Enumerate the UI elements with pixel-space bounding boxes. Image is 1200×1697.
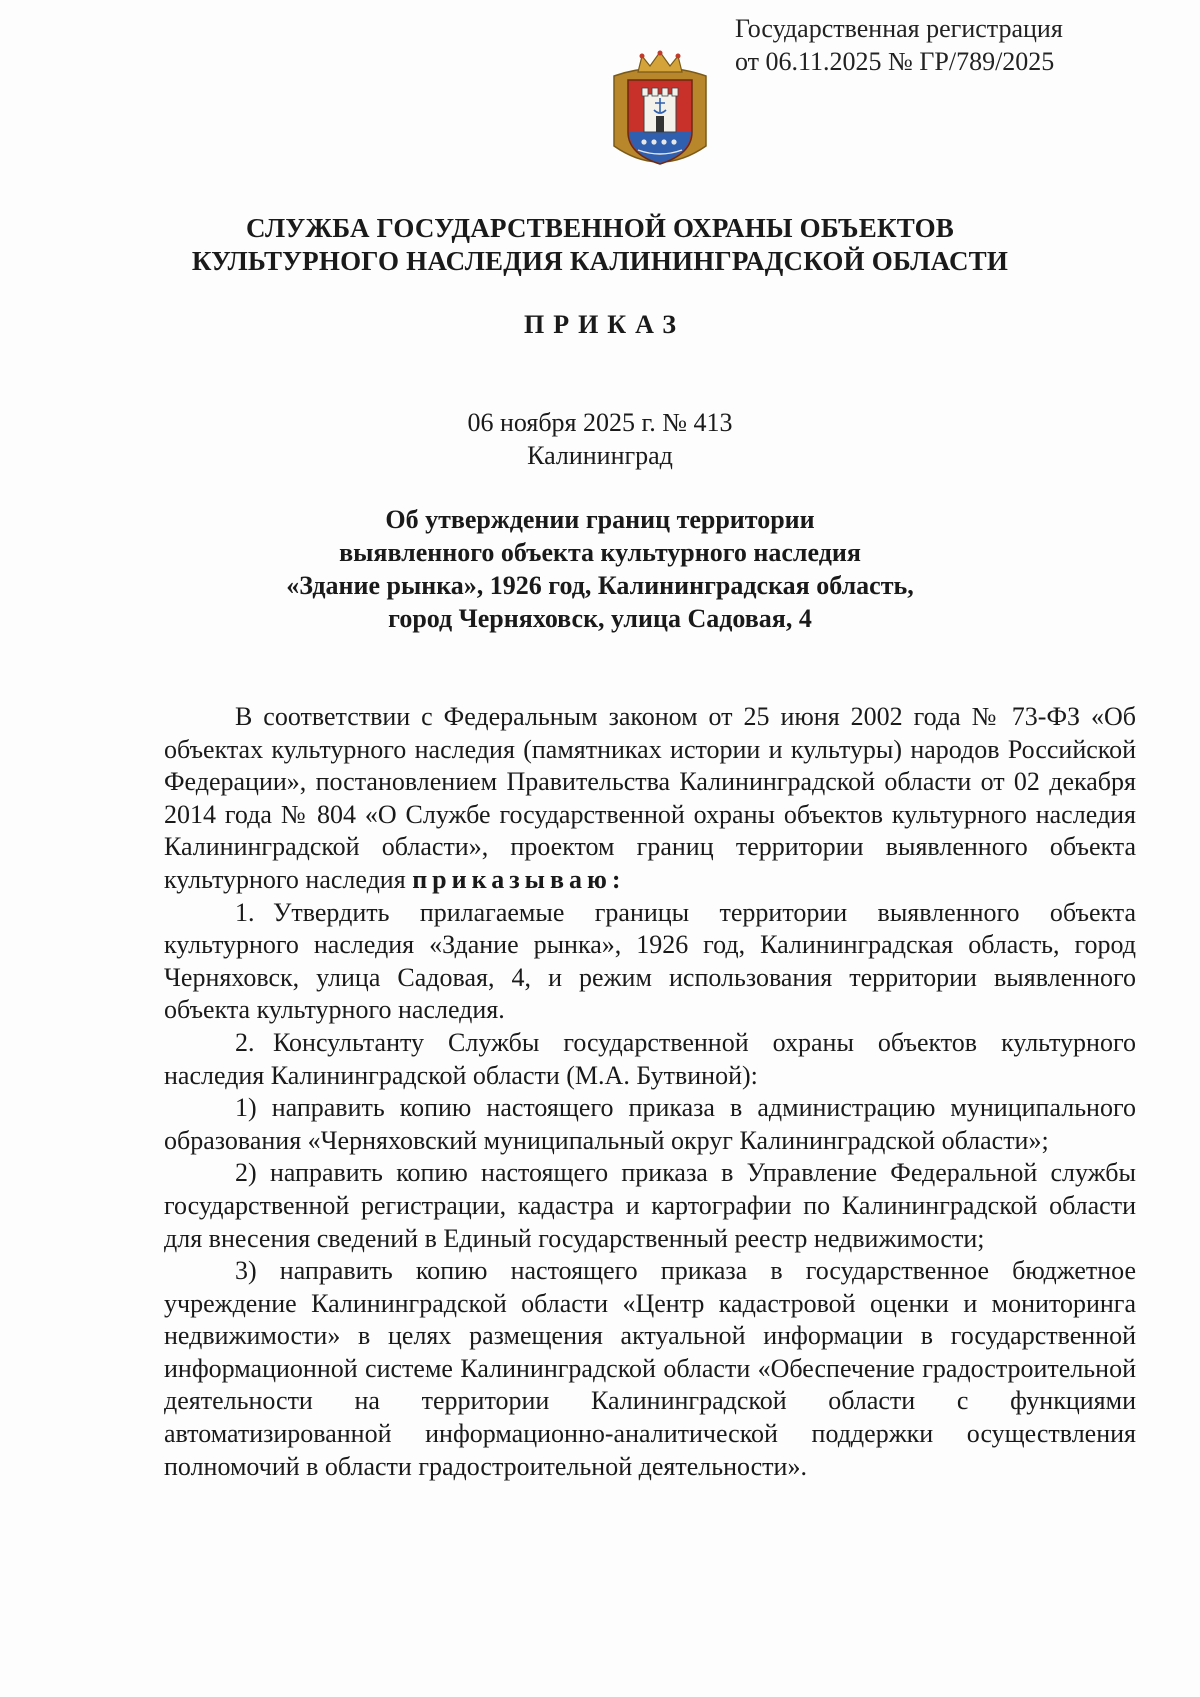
organization-name [0,212,1200,278]
preamble-paragraph [164,701,1136,897]
item-1 [164,897,1136,1027]
coat-of-arms-icon [608,50,712,174]
registration-line-2: от 06.11.2025 № ГР/789/2025 [735,47,1055,76]
item-2 [164,1027,1136,1092]
subject-line-2: выявленного объекта культурного наследия [339,538,861,567]
document-body [164,701,1136,1483]
date-number: 06 ноября 2025 г. № 413 [467,408,733,437]
subject-line-3: «Здание рынка», 1926 год, Калининградская область, [286,571,914,600]
document-subject [0,503,1200,635]
preamble-text: В соответствии с Федеральным законом от 25 июня 2002 года № 73-ФЗ «Об объектах культурного наследия (памятниках истории и культуры) народов Российской Федерации», постановлением Правительства Калининградской области от 02 декабря 2014 года № 804 «О Службе государственной охраны объектов культурного наследия Калининградской области», проектом границ территории выявленного объекта культурного наследия [164,702,1136,894]
item-2-number: 2. [235,1027,255,1057]
registration-line-1: Государственная регистрация [735,14,1063,43]
subitem-3: 3) направить копию настоящего приказа в государственное бюджетное учреждение Калининградской области «Центр кадастровой оценки и мониторинга недвижимости» в целях размещения актуальной информации в государственной информационной системе Калининградской области «Обеспечение градостроительной деятельности на территории Калининградской области с функциями автоматизированной информационно-аналитической поддержки осуществления полномочий в области градостроительной деятельности». [164,1256,1136,1481]
registration-stamp [735,12,1063,78]
item-1-number: 1. [235,897,255,927]
subject-line-4: город Черняховск, улица Садовая, 4 [388,604,812,633]
city: Калининград [527,441,673,470]
subitem-1: 1) направить копию настоящего приказа в администрацию муниципального образования «Черняховский муниципальный округ Калининградской области»; [164,1093,1136,1155]
subitem-2: 2) направить копию настоящего приказа в Управление Федеральной службы государственной регистрации, кадастра и картографии по Калининградской области для внесения сведений в Единый государственный реестр недвижимости; [164,1158,1136,1253]
subject-line-1: Об утверждении границ территории [385,505,815,534]
item-1-text: Утвердить прилагаемые границы территории выявленного объекта культурного наследия «Здание рынка», 1926 год, Калининградская область, город Черняховск, улица Садовая, 4, и режим использования территории выявленного объекта культурного наследия. [164,897,1136,1025]
item-2-text: Консультанту Службы государственной охраны объектов культурного наследия Калининградской области (М.А. Бутвиной): [164,1027,1136,1090]
order-word: приказываю: [412,864,626,894]
organization-line-2: КУЛЬТУРНОГО НАСЛЕДИЯ КАЛИНИНГРАДСКОЙ ОБЛАСТИ [191,246,1009,276]
document-type: ПРИКАЗ [523,310,686,339]
date-and-place [0,406,1200,472]
organization-line-1: СЛУЖБА ГОСУДАРСТВЕННОЙ ОХРАНЫ ОБЪЕКТОВ [246,213,954,243]
